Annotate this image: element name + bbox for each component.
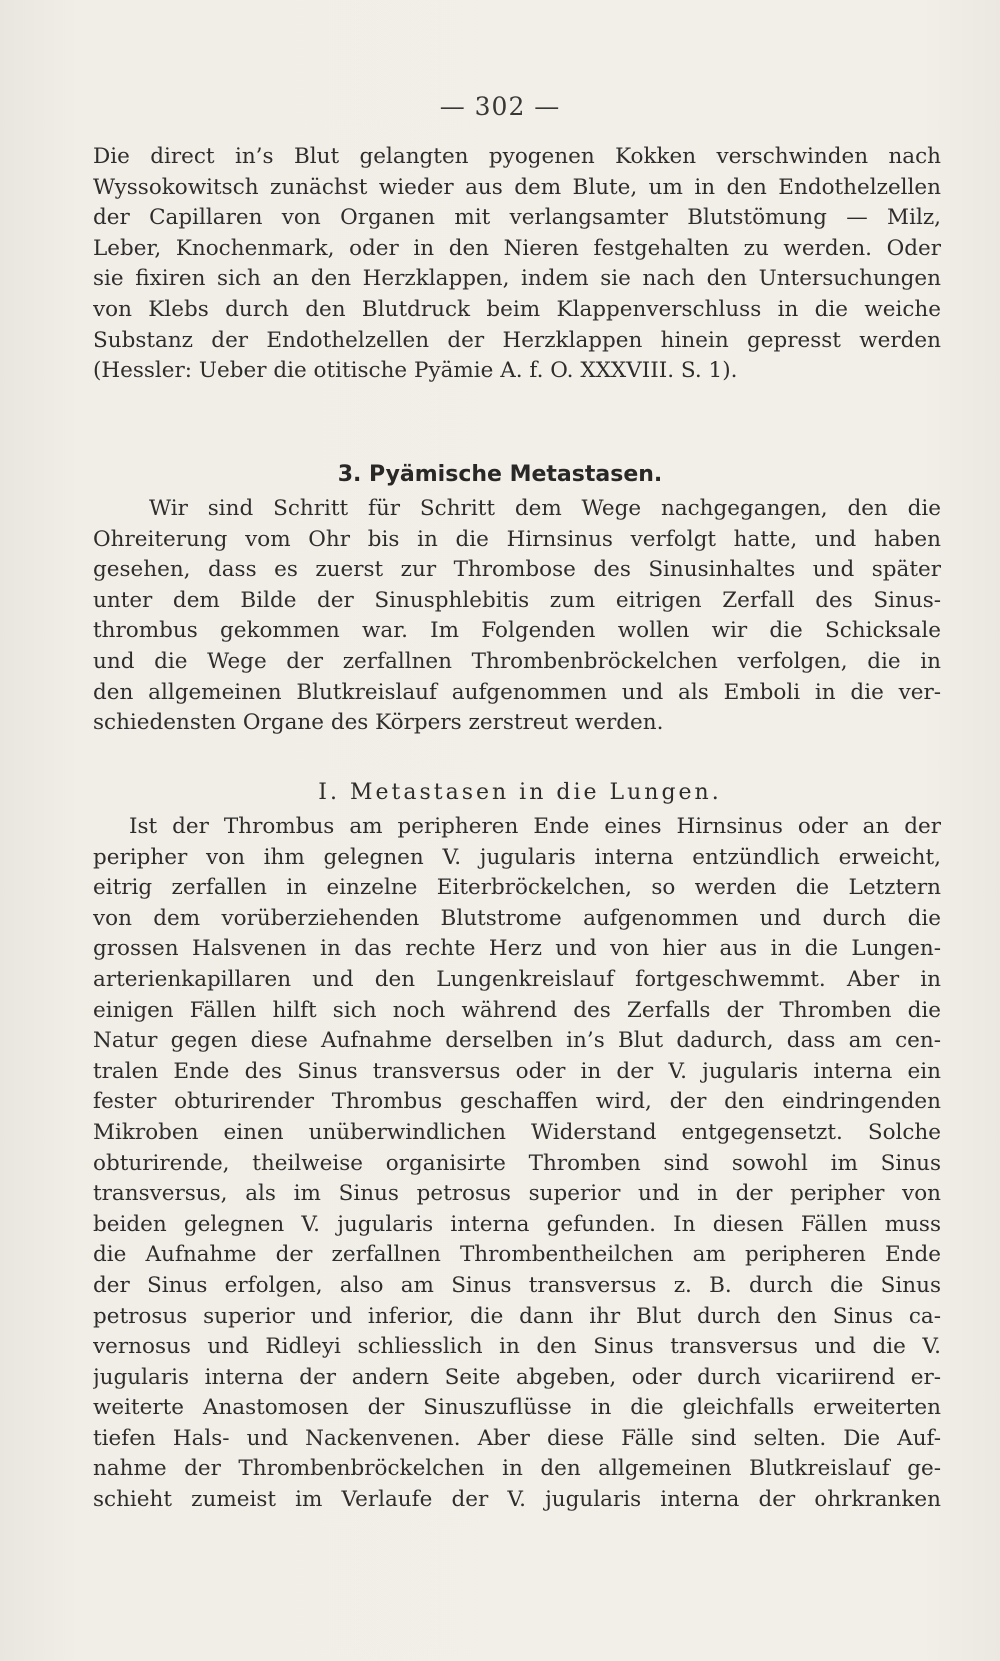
- text-line: und die Wege der zerfallnen Thrombenbröckelchen verfolgen, die in: [93, 648, 941, 674]
- text-line: unter dem Bilde der Sinusphlebitis zum eitrigen Zerfall des Sinus-: [93, 587, 941, 613]
- text-line: transversus, als im Sinus petrosus superior und in der peripher von: [93, 1181, 941, 1207]
- text-line: Mikroben einen unüberwindlichen Widerstand entgegensetzt. Solche: [93, 1119, 941, 1145]
- text-line: gesehen, dass es zuerst zur Thrombose des Sinusinhaltes und später: [93, 557, 941, 583]
- sub-heading: I. Metastasen in die Lungen.: [318, 780, 722, 805]
- paragraph-lung-metastases: [93, 812, 941, 1516]
- text-line: eitrig zerfallen in einzelne Eiterbröckelchen, so werden die Letztern: [93, 875, 941, 901]
- text-line: von dem vorüberziehenden Blutstrome aufgenommen und durch die: [93, 905, 941, 931]
- text-line: schieht zumeist im Verlaufe der V. jugularis interna der ohrkranken: [93, 1487, 941, 1513]
- text-line: schiedensten Organe des Körpers zerstreut werden.: [93, 710, 664, 736]
- text-line: nahme der Thrombenbröckelchen in den allgemeinen Blutkreislauf ge-: [93, 1456, 941, 1482]
- paragraph-pyogenic-cocci: [93, 142, 941, 387]
- text-line: obturirende, theilweise organisirte Thromben sind sowohl im Sinus: [93, 1150, 941, 1176]
- text-line: grossen Halsvenen in das rechte Herz und von hier aus in die Lungen-: [93, 936, 941, 962]
- text-line: Wir sind Schritt für Schritt dem Wege nachgegangen, den die: [149, 496, 941, 521]
- text-line: arterienkapillaren und den Lungenkreislauf fortgeschwemmt. Aber in: [93, 966, 941, 992]
- text-line: Wyssokowitsch zunächst wieder aus dem Blute, um in den Endothelzellen: [93, 174, 941, 200]
- text-line: Ist der Thrombus am peripheren Ende eines Hirnsinus oder an der: [129, 814, 941, 839]
- text-line: beiden gelegnen V. jugularis interna gefunden. In diesen Fällen muss: [93, 1211, 941, 1237]
- text-line: jugularis interna der andern Seite abgeben, oder durch vicariirend er-: [93, 1364, 941, 1390]
- text-line: der Sinus erfolgen, also am Sinus transversus z. B. durch die Sinus: [93, 1272, 941, 1298]
- text-line: die Aufnahme der zerfallnen Thrombentheilchen am peripheren Ende: [93, 1242, 941, 1268]
- text-line: Substanz der Endothelzellen der Herzklappen hinein gepresst werden: [93, 327, 941, 353]
- text-line: vernosus und Ridleyi schliesslich in den Sinus transversus und die V.: [93, 1334, 941, 1360]
- text-line: (Hessler: Ueber die otitische Pyämie A. f. O. XXXVIII. S. 1).: [93, 358, 738, 384]
- section-heading: 3. Pyämische Metastasen.: [337, 462, 663, 487]
- text-line: petrosus superior und inferior, die dann ihr Blut durch den Sinus ca-: [93, 1303, 941, 1329]
- text-line: tiefen Hals- und Nackenvenen. Aber diese Fälle sind selten. Die Auf-: [93, 1425, 941, 1451]
- text-line: fester obturirender Thrombus geschaffen wird, der den eindringenden: [93, 1089, 941, 1115]
- text-line: Ohreiterung vom Ohr bis in die Hirnsinus verfolgt hatte, und haben: [93, 526, 941, 552]
- text-line: von Klebs durch den Blutdruck beim Klappenverschluss in die weiche: [93, 296, 941, 322]
- page-number: — 302 —: [439, 92, 561, 121]
- text-line: tralen Ende des Sinus transversus oder in der V. jugularis interna ein: [93, 1058, 941, 1084]
- text-line: Natur gegen diese Aufnahme derselben in’s Blut dadurch, dass am cen-: [93, 1028, 941, 1054]
- text-line: Die direct in’s Blut gelangten pyogenen Kokken verschwinden nach: [93, 144, 941, 169]
- text-line: den allgemeinen Blutkreislauf aufgenommen und als Emboli in die ver-: [93, 679, 941, 705]
- text-line: einigen Fällen hilft sich noch während des Zerfalls der Thromben die: [93, 997, 941, 1023]
- text-line: der Capillaren von Organen mit verlangsamter Blutstömung — Milz,: [93, 205, 941, 231]
- text-line: weiterte Anastomosen der Sinuszuflüsse in die gleichfalls erweiterten: [93, 1395, 941, 1421]
- text-line: thrombus gekommen war. Im Folgenden wollen wir die Schicksale: [93, 618, 941, 644]
- text-line: peripher von ihm gelegnen V. jugularis interna entzündlich erweicht,: [93, 844, 941, 870]
- paragraph-introduction: [93, 494, 941, 739]
- text-line: sie fixiren sich an den Herzklappen, indem sie nach den Untersuchungen: [93, 266, 941, 292]
- text-line: Leber, Knochenmark, oder in den Nieren festgehalten zu werden. Oder: [93, 235, 941, 261]
